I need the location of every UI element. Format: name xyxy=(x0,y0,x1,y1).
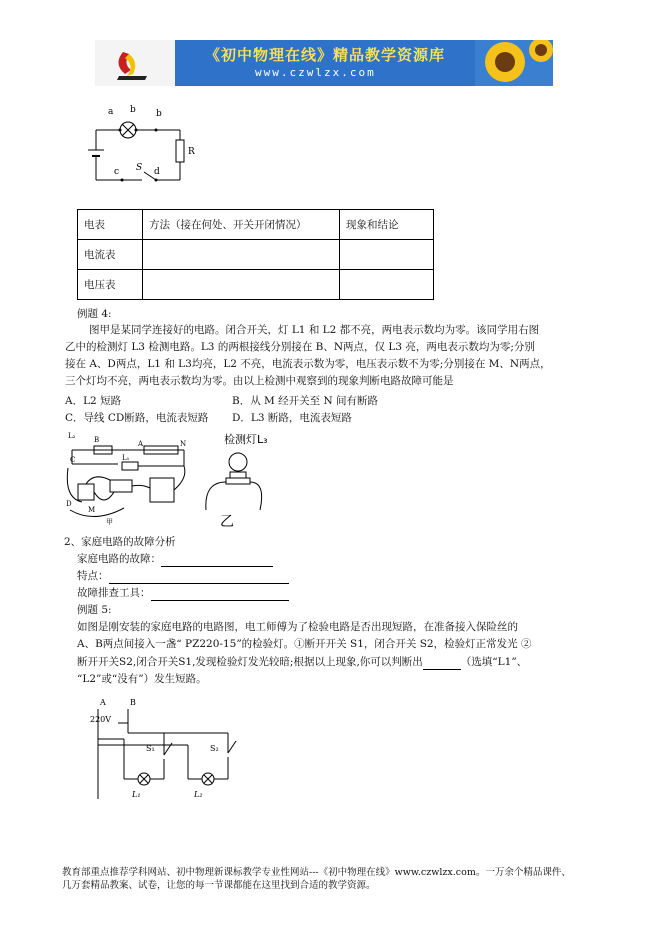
fig-label-yi: 乙 xyxy=(220,514,234,530)
example5-line: “L2”或“没有”）发生短路。 xyxy=(77,673,207,685)
option-b: B．从 M 经开关至 N 间有断路 xyxy=(232,395,379,407)
test-lamp-label: 检测灯L₃ xyxy=(224,433,268,446)
footer-line: 几万套精品教案、试卷，让您的每一节课都能在这里找到合适的教学资源。 xyxy=(62,880,376,891)
option-d: D．L3 断路，电流表短路 xyxy=(232,412,352,424)
test-lamp-figure-yi xyxy=(196,430,276,530)
fig-point-m: M xyxy=(88,506,96,514)
example4-label: 例题 4: xyxy=(77,308,112,320)
circuit-diagram-1 xyxy=(80,100,200,190)
circuit-label-l1: L₁ xyxy=(132,790,141,799)
fig-point-n: N xyxy=(180,440,187,448)
example5-line: 如图是刚安装的家庭电路的电路图，电工师傅为了检验电路是否出现短路，在准备接入保险丝的 xyxy=(77,621,518,633)
answer-blank[interactable] xyxy=(161,554,273,567)
label-d: d xyxy=(154,167,160,177)
page-footer xyxy=(62,866,622,892)
option-c: C．导线 CD断路，电流表短路 xyxy=(65,412,209,424)
section2-item-label: 家庭电路的故障： xyxy=(77,553,161,565)
section2-heading: 2、家庭电路的故障分析 xyxy=(64,536,176,548)
label-r: R xyxy=(188,147,195,157)
section2-item xyxy=(77,569,289,584)
banner-url[interactable]: www.czwlzx.com xyxy=(255,66,376,79)
sunflower-icon xyxy=(475,40,553,86)
fig-point-a: A xyxy=(138,440,144,448)
table-cell xyxy=(340,240,434,270)
circuit-label-a: A xyxy=(100,698,106,707)
label-b1: b xyxy=(130,105,136,115)
fig-point-l1: L₁ xyxy=(122,454,130,462)
section2-item-label: 故障排查工具： xyxy=(77,587,151,599)
answer-blank[interactable] xyxy=(109,571,289,584)
banner-title: 《初中物理在线》精品教学资源库 xyxy=(205,46,446,64)
logo-icon xyxy=(95,40,175,86)
label-b2: b xyxy=(156,109,162,119)
label-a: a xyxy=(108,107,114,117)
section2-item xyxy=(77,586,289,601)
circuit-label-s1: S₁ xyxy=(146,744,155,753)
table-header-row xyxy=(78,210,434,240)
household-circuit-diagram xyxy=(84,695,254,800)
example4-line: 图甲是某同学连接好的电路。闭合开关，灯 L1 和 L2 都不亮，两电表示数均为零。该同学用右图 xyxy=(89,324,540,336)
table-header-cell: 电表 xyxy=(78,210,143,240)
table-row xyxy=(78,270,434,300)
fig-point-d: D xyxy=(66,500,72,508)
example4-line: 三个灯均不亮，两电表示数均为零。由以上检测中观察到的现象判断电路故障可能是 xyxy=(65,375,454,387)
meter-table xyxy=(77,209,434,300)
example4-line: 接在 A、D两点，L1 和 L3均亮，L2 不亮，电流表示数为零，电压表示数不为零;分别接在 M、N两点， xyxy=(65,358,551,370)
fig-point-c: C xyxy=(70,456,76,464)
section2-item-label: 特点： xyxy=(77,570,109,582)
example5-label: 例题 5: xyxy=(77,604,112,616)
circuit-label-s2: S₂ xyxy=(210,744,219,753)
table-cell xyxy=(340,270,434,300)
table-header-cell: 现象和结论 xyxy=(340,210,434,240)
example5-line xyxy=(77,655,527,670)
fig-label-jia: 甲 xyxy=(106,518,113,526)
circuit-label-voltage: 220V xyxy=(90,715,112,724)
fig-point-b: B xyxy=(94,436,100,444)
circuit-figure-jia xyxy=(64,428,196,526)
table-cell xyxy=(143,270,340,300)
answer-blank[interactable] xyxy=(151,588,289,601)
example4-line: 乙中的检测灯 L3 检测电路。L3 的两根接线分别接在 B、N两点，仅 L3 亮，两电表示数均为零;分别 xyxy=(65,341,535,353)
example5-line-text: 断开开关S2,闭合开关S1,发现检验灯发光较暗;根据以上现象,你可以判断出 xyxy=(77,656,423,668)
example5-line: A、B两点间接入一盏“ PZ220-15”的检验灯。①断开开关 S1，闭合开关 S2，检验灯正常发光 ② xyxy=(77,638,532,650)
section2-item xyxy=(77,552,273,567)
option-a: A．L2 短路 xyxy=(65,395,122,407)
fig-point-l2: L₂ xyxy=(68,432,76,440)
header-banner xyxy=(95,40,553,86)
label-c: c xyxy=(114,167,120,177)
example5-line-text: （选填“L1”、 xyxy=(460,656,528,668)
table-cell: 电流表 xyxy=(78,240,143,270)
label-s: S xyxy=(136,163,143,173)
table-header-cell: 方法（接在何处、开关开闭情况） xyxy=(143,210,340,240)
circuit-label-b: B xyxy=(130,698,136,707)
table-cell xyxy=(143,240,340,270)
footer-line: 教育部重点推荐学科网站、初中物理新课标教学专业性网站---《初中物理在线》www.czwlzx.com。一万余个精品课件、 xyxy=(62,867,571,878)
circuit-label-l2: L₂ xyxy=(194,790,203,799)
table-row xyxy=(78,240,434,270)
table-cell: 电压表 xyxy=(78,270,143,300)
answer-blank[interactable] xyxy=(423,657,461,670)
